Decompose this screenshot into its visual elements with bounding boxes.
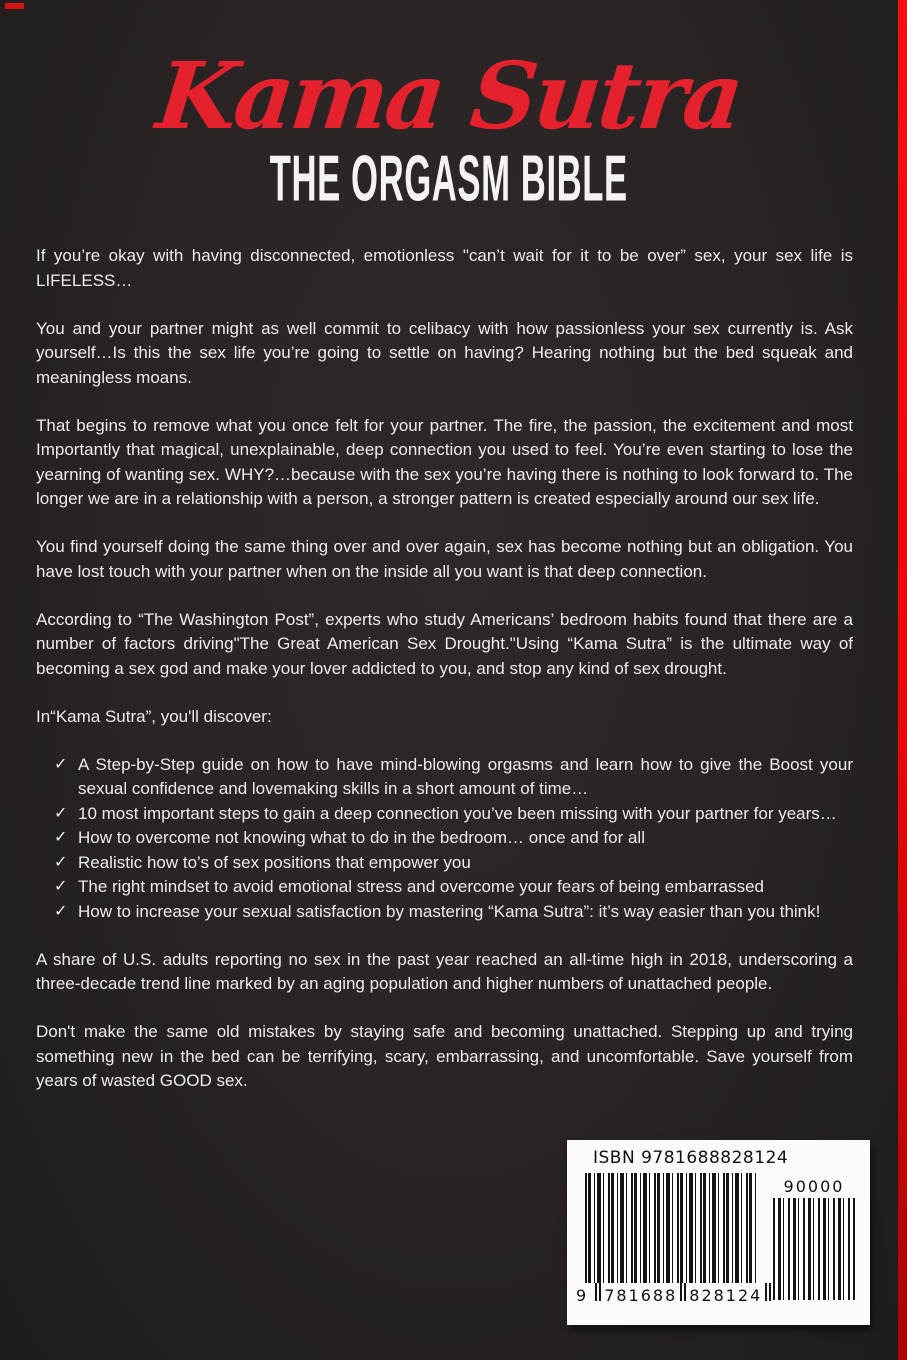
right-edge-red-stripe [898,0,907,1360]
price-barcode-bars [773,1198,855,1300]
list-item-text: A Step-by-Step guide on how to have mind-blowing orgasms and learn how to give the Boost your sexual confidence and lovemaking skills in a short amount of time… [78,754,853,798]
check-icon: ✓ [54,755,68,773]
ean-barcode [576,1173,763,1305]
price-code: 90000 [783,1177,845,1196]
list-item [54,802,853,827]
barcode-digit-group: 9 [576,1286,589,1305]
list-item-text: How to overcome not knowing what to do in the bedroom… once and for all [78,828,645,847]
barcode-guard-bars [765,1283,771,1301]
book-subtitle-text: THE ORGASM BIBLE [269,142,629,215]
barcode-row [576,1173,860,1305]
paragraph-washington-post: According to “The Washington Post”, experts who study Americans’ bedroom habits found that there are a number of factors driving"The Great American Sex Drought."Using “Kama Sutra” is the ultimate way of becoming a sex god and make your lover addicted to you, and stop any kind of sex drought. [36,609,853,678]
isbn-label: ISBN 9781688828124 [593,1148,789,1168]
list-item [54,753,853,802]
paragraph-intro: If you’re okay with having disconnected, emotionless "can’t wait for it to be over” sex, your sex life is LIFELESS… [36,246,853,290]
list-item-text: The right mindset to avoid emotional stress and overcome your fears of being embarrassed [78,877,765,896]
paragraph-closing: Don't make the same old mistakes by staying safe and becoming unattached. Stepping up and trying something new in the bed can be terrifying, scary, embarrassing, and uncomfortable. Save yourself from years of wasted GOOD sex. [36,1022,853,1090]
check-icon: ✓ [54,804,68,822]
barcode-digit-group: 828124 [689,1286,763,1305]
check-icon: ✓ [54,878,68,895]
book-title-script: Kama Sutra [152,42,746,150]
list-item-text: Realistic how to’s of sex positions that empower you [78,852,471,872]
list-item [54,900,853,925]
barcode-bars [585,1173,757,1283]
paragraph-pattern: That begins to remove what you once felt for your partner. The fire, the passion, the excitement and most Importantly that magical, unexplainable, deep connection you used to feel. You’re even starting to lose the yearning of wanting sex. WHY?…because with the sex you’re having there is nothing to look forward to. The longer we are in a relationship with a person, a stronger pattern is created especially around our sex life. [36,415,853,508]
list-item-text: 10 most important steps to gain a deep connection you’ve been missing with your partner for years… [78,803,837,823]
list-item [54,826,853,851]
paragraph-celibacy: You and your partner might as well commit to celibacy with how passionless your sex currently is. Ask yourself…Is this the sex life you’re going to settle on having? Hearing nothing but the bed squeak and meaningless moans. [36,318,853,387]
list-item-text: How to increase your sexual satisfaction by mastering “Kama Sutra”: it’s way easier than you think! [78,901,821,921]
list-item [54,851,853,876]
back-cover-blurb [36,244,853,1117]
barcode-digit-group: 781688 [604,1286,678,1305]
list-item [54,875,853,900]
barcode-digits [576,1283,763,1305]
barcode-guard-bars [595,1283,601,1301]
price-barcode [773,1173,855,1300]
paragraph-statistic: A share of U.S. adults reporting no sex in the past year reached an all-time high in 2018, underscoring a three-decade trend line marked by an aging population and higher numbers of unattached people. [36,949,853,993]
paragraph-obligation: You find yourself doing the same thing over and over again, sex has become nothing but an obligation. You have lost touch with your partner when on the inside all you want is that deep connection. [36,537,853,581]
check-icon: ✓ [54,853,68,871]
barcode-guard-bars [680,1283,686,1301]
barcode-panel [567,1140,870,1325]
book-subtitle [0,142,898,215]
check-icon: ✓ [54,829,68,846]
feature-list [36,753,853,925]
discover-heading: In“Kama Sutra”, you'll discover: [36,706,272,726]
check-icon: ✓ [54,902,68,920]
title-block [0,0,898,215]
